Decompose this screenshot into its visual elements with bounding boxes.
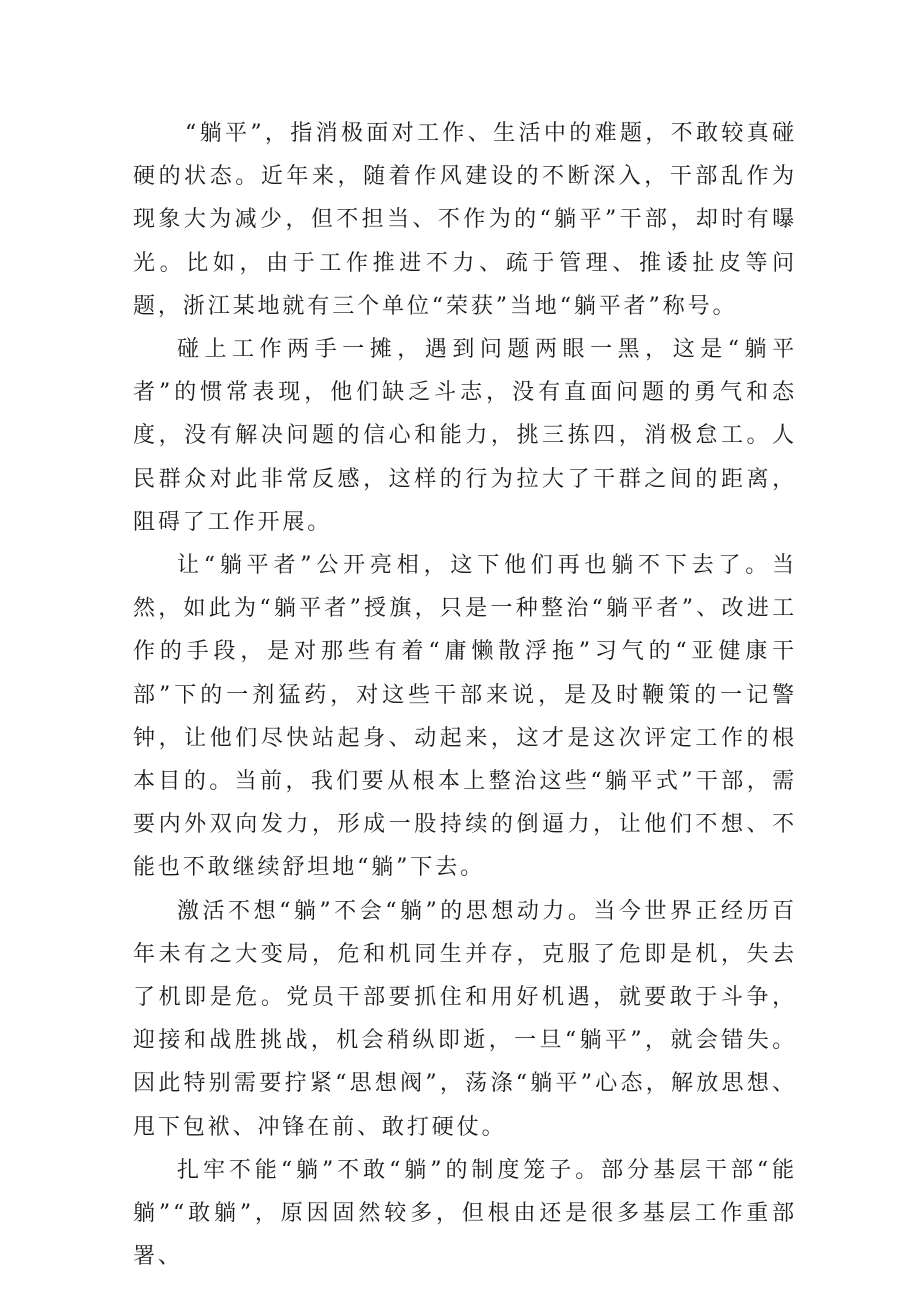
paragraph-lying-flat-behavior: 碰上工作两手一摊，遇到问题两眼一黑，这是“躺平者”的惯常表现，他们缺乏斗志，没有直面问题的勇气和态度，没有解决问题的信心和能力，挑三拣四，消极怠工。人民群众对此非常反感，这样的行为拉大了干群之间的距离，阻碍了工作开展。 — [133, 337, 797, 535]
paragraph-ideological-motivation: 激活不想“躺”不会“躺”的思想动力。当今世界正经历百年未有之大变局，危和机同生并存，克服了危即是机，失去了机即是危。党员干部要抓住和用好机遇，就要敢于斗争，迎接和战胜挑战，机会稍纵即逝，一旦“躺平”，就会错失。因此特别需要拧紧“思想阀”，荡涤“躺平”心态，解放思想、甩下包袱、冲锋在前、敢打硬仗。 — [133, 898, 797, 1140]
document-body — [133, 112, 797, 1278]
paragraph-lying-flat-definition: “躺平”，指消极面对工作、生活中的难题，不敢较真碰硬的状态。近年来，随着作风建设的不断深入，干部乱作为现象大为减少，但不担当、不作为的“躺平”干部，却时有曝光。比如，由于工作推进不力、疏于管理、推诿扯皮等问题，浙江某地就有三个单位“荣获”当地“躺平者”称号。 — [133, 121, 797, 319]
paragraph-public-exposure: 让“躺平者”公开亮相，这下他们再也躺不下去了。当然，如此为“躺平者”授旗，只是一种整治“躺平者”、改进工作的手段，是对那些有着“庸懒散浮拖”习气的“亚健康干部”下的一剂猛药，对这些干部来说，是及时鞭策的一记警钟，让他们尽快站起身、动起来，这才是这次评定工作的根本目的。当前，我们要从根本上整治这些“躺平式”干部，需要内外双向发力，形成一股持续的倒逼力，让他们不想、不能也不敢继续舒坦地“躺”下去。 — [133, 553, 797, 881]
paragraph-institutional-cage: 扎牢不能“躺”不敢“躺”的制度笼子。部分基层干部“能躺”“敢躺”，原因固然较多，但根由还是很多基层工作重部署、 — [133, 1157, 797, 1270]
